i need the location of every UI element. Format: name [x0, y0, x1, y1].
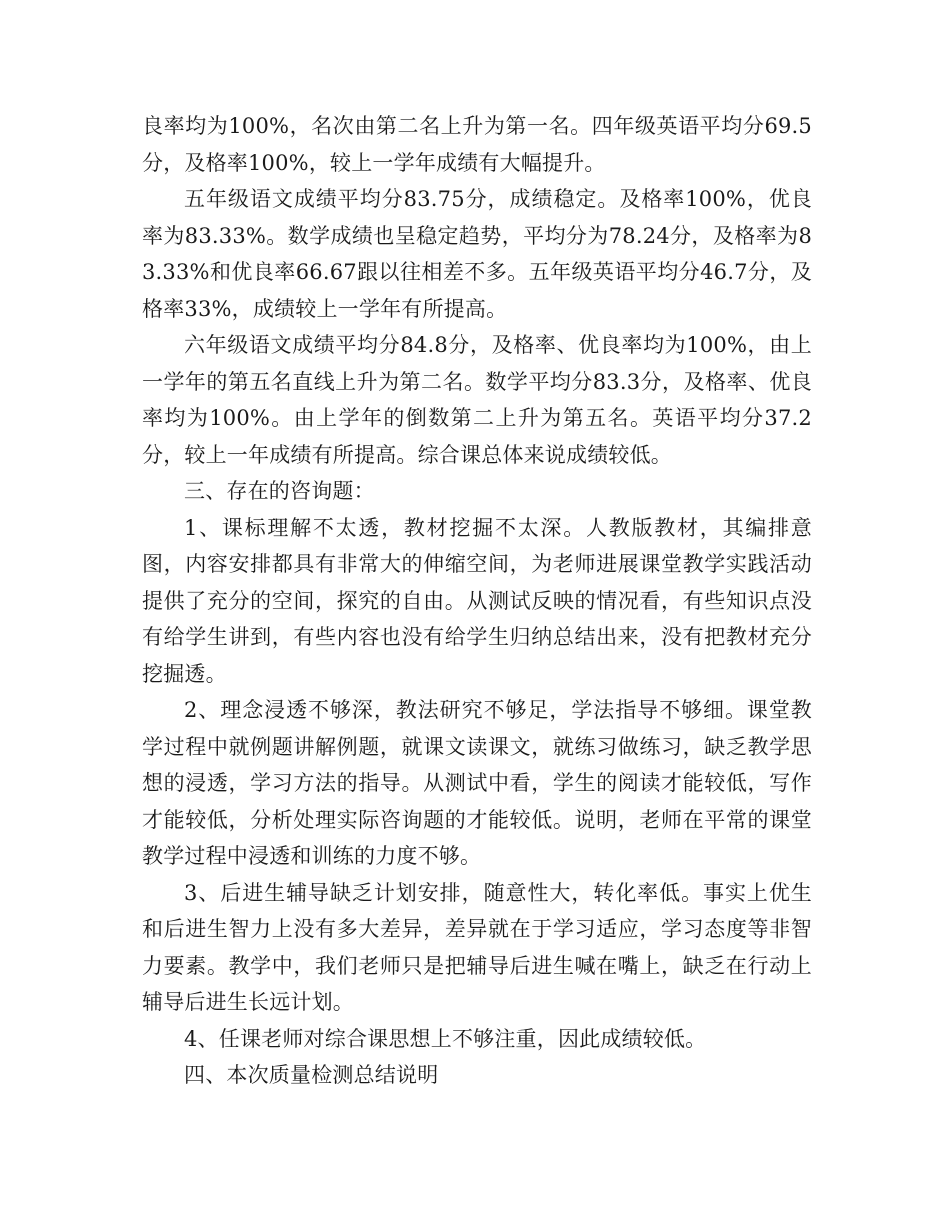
- paragraph-grade6-results: 六年级语文成绩平均分84.8分，及格率、优良率均为100%，由上一学年的第五名直线上升为第二名。数学平均分83.3分，及格率、优良率均为100%。由上学年的倒数第二上升为第五名。英语平均分37.2分，较上一年成绩有所提高。综合课总体来说成绩较低。: [142, 333, 812, 467]
- paragraph-grade4-summary: 良率均为100%，名次由第二名上升为第一名。四年级英语平均分69.5分，及格率100%，较上一学年成绩有大幅提升。: [142, 114, 812, 175]
- section-heading-problems: 三、存在的咨询题：: [184, 479, 375, 503]
- paragraph-problem-2: 2、理念浸透不够深，教法研究不够足，学法指导不够细。课堂教学过程中就例题讲解例题，就课文读课文，就练习做练习，缺乏教学思想的浸透，学习方法的指导。从测试中看，学生的阅读才能较低，写作才能较低，分析处理实际咨询题的才能较低。说明，老师在平常的课堂教学过程中浸透和训练的力度不够。: [142, 698, 812, 868]
- document-body: [142, 108, 812, 1094]
- paragraph-grade5-results: 五年级语文成绩平均分83.75分，成绩稳定。及格率100%，优良率为83.33%。数学成绩也呈稳定趋势，平均分为78.24分，及格率为83.33%和优良率66.67跟以往相差不多。五年级英语平均分46.7分，及格率33%，成绩较上一学年有所提高。: [142, 187, 812, 321]
- paragraph-problem-4: 4、任课老师对综合课思想上不够注重，因此成绩较低。: [184, 1026, 707, 1051]
- paragraph-problem-3: 3、后进生辅导缺乏计划安排，随意性大，转化率低。事实上优生和后进生智力上没有多大差异，差异就在于学习适应，学习态度等非智力要素。教学中，我们老师只是把辅导后进生喊在嘴上，缺乏在行动上辅导后进生长远计划。: [142, 880, 812, 1014]
- paragraph-problem-1: 1、课标理解不太透，教材挖掘不太深。人教版教材，其编排意图，内容安排都具有非常大的伸缩空间，为老师进展课堂教学实践活动提供了充分的空间，探究的自由。从测试反映的情况看，有些知识点没有给学生讲到，有些内容也没有给学生归纳总结出来，没有把教材充分挖掘透。: [142, 515, 812, 686]
- section-heading-summary: 四、本次质量检测总结说明: [184, 1063, 439, 1087]
